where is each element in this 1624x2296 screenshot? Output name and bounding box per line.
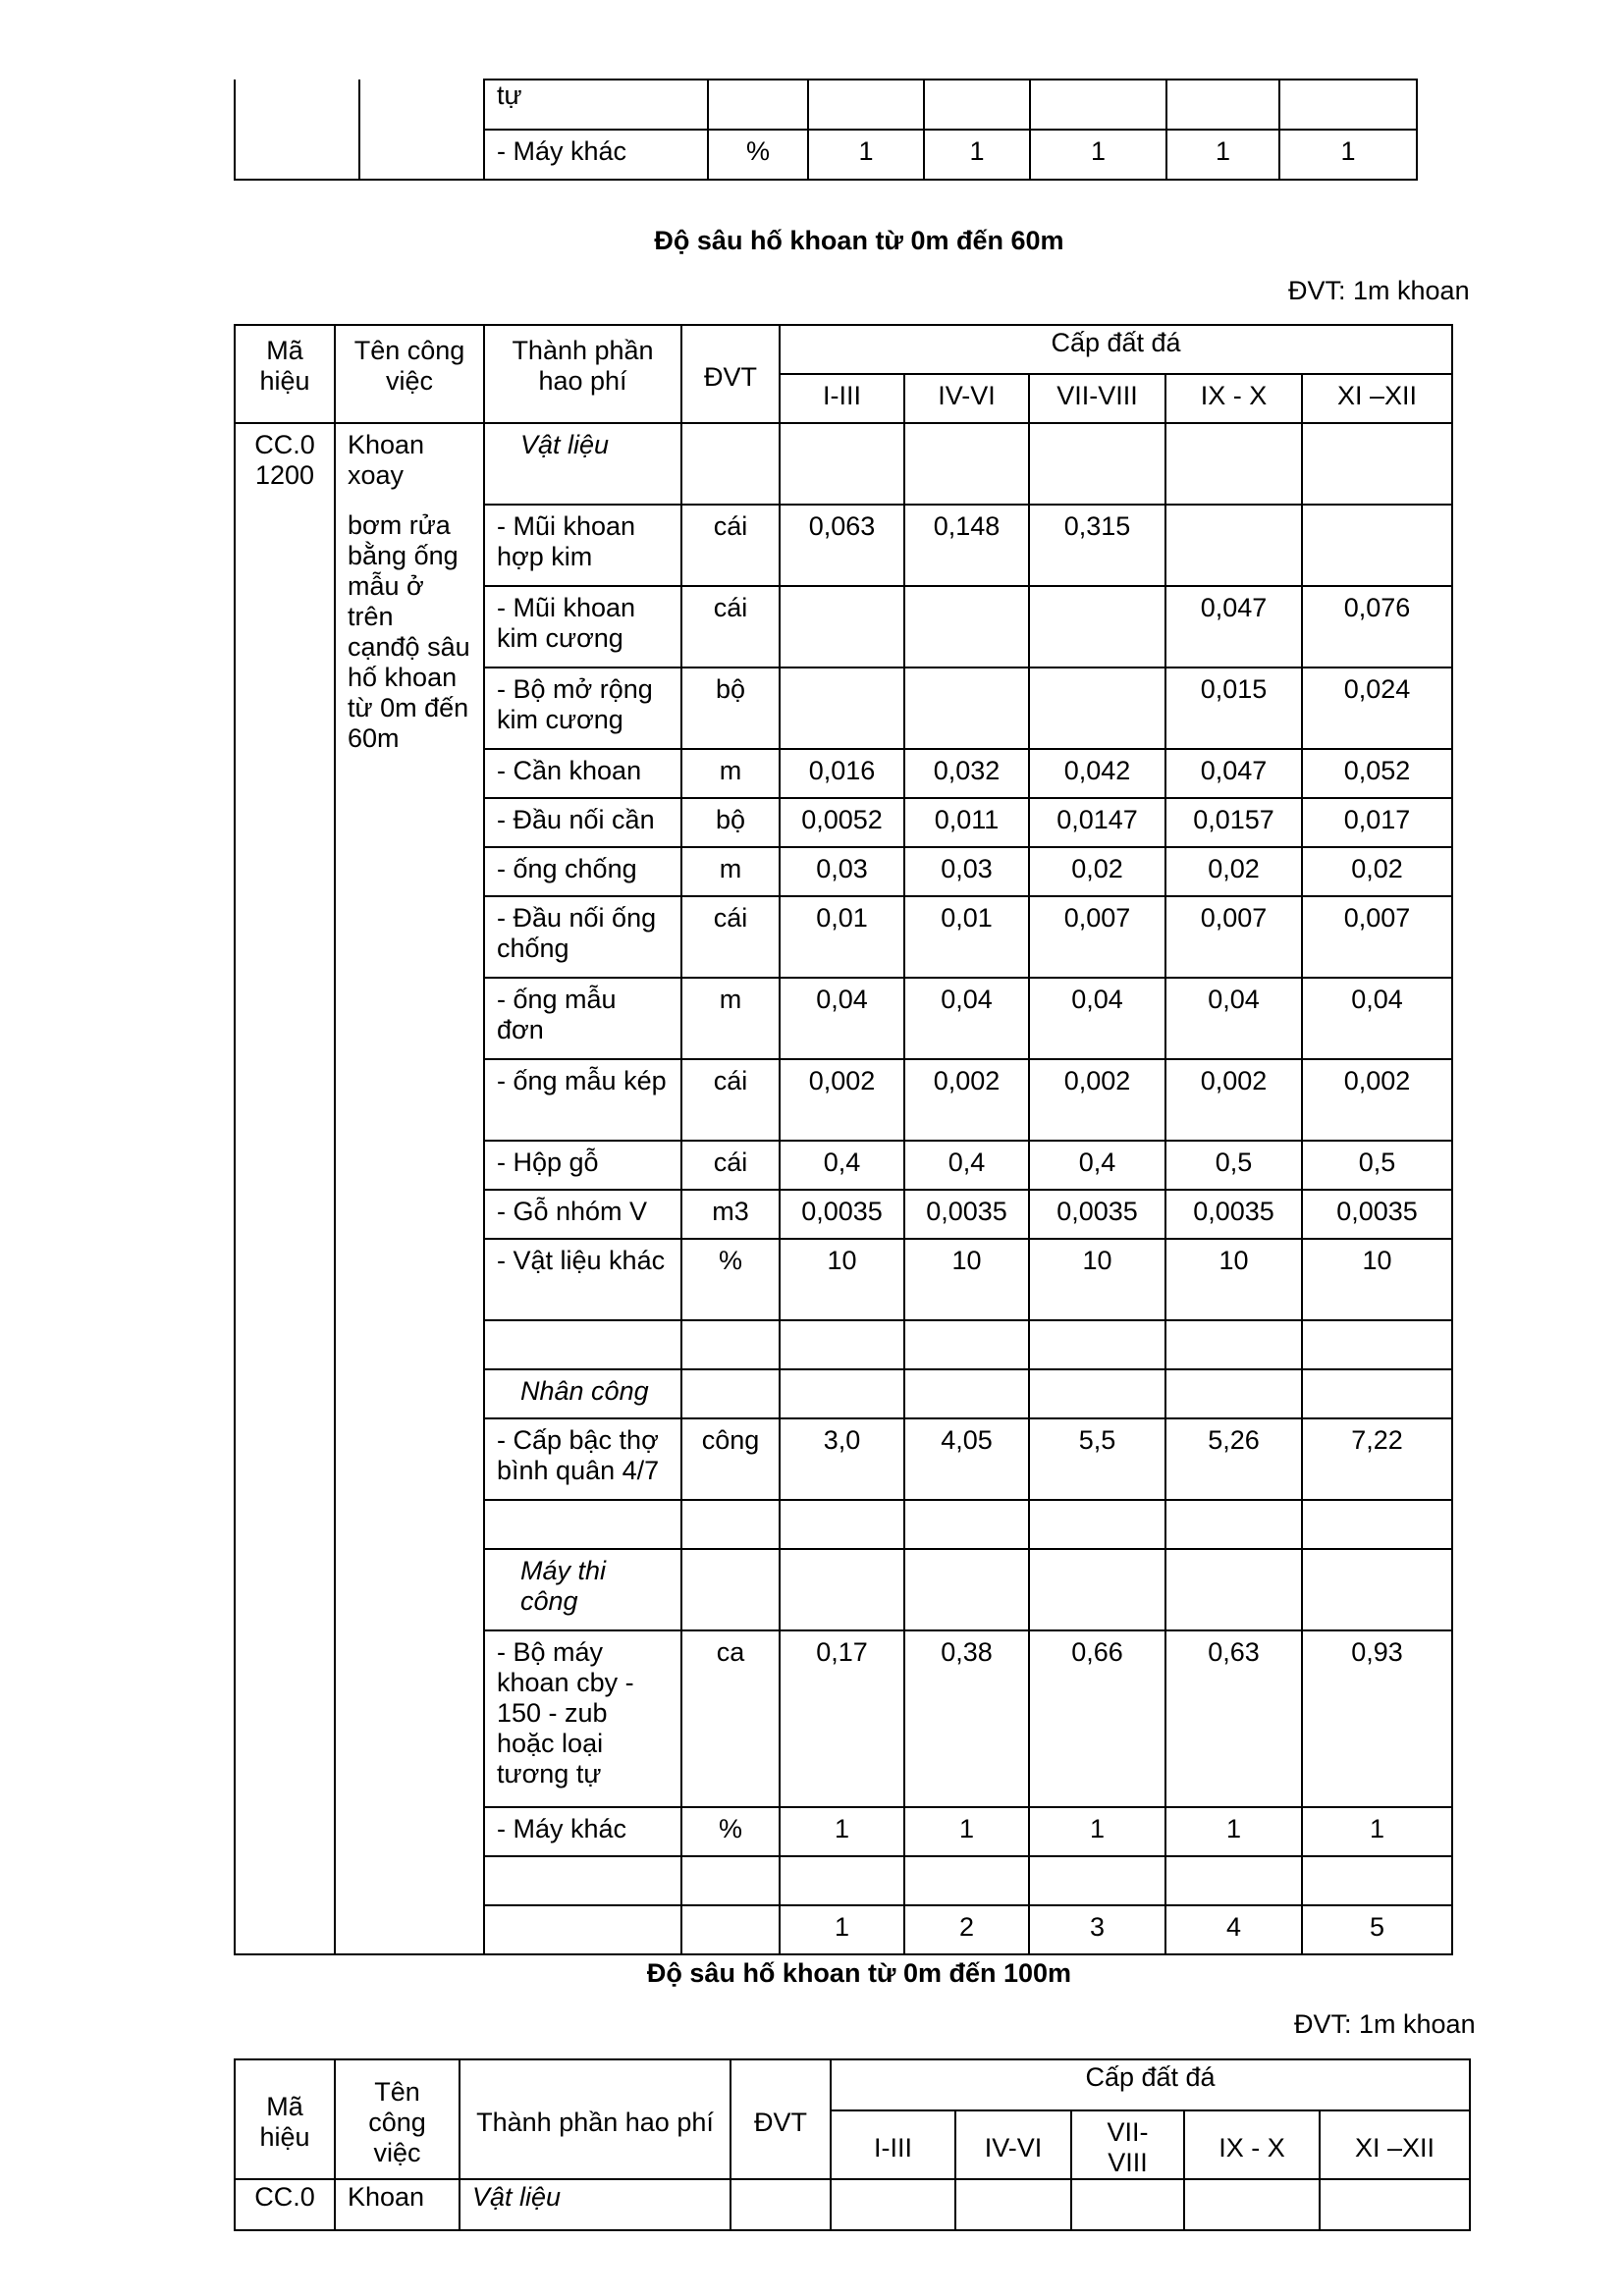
value-cell: 0,0035 (1302, 1190, 1452, 1239)
value-cell: 1 (808, 130, 924, 180)
unit-cell (708, 80, 808, 130)
value-cell: 0,0157 (1165, 798, 1302, 847)
value-cell: 10 (1029, 1239, 1165, 1320)
header-work: Tên công việc (335, 2059, 460, 2179)
value-cell (1165, 1320, 1302, 1369)
value-cell: 0,0035 (780, 1190, 904, 1239)
value-cell: 0,04 (780, 978, 904, 1059)
header-grade: IX - X (1184, 2110, 1320, 2179)
work-cell (359, 80, 484, 180)
value-cell (1029, 423, 1165, 505)
component-name: - Máy khác (484, 1807, 681, 1856)
value-cell: 0,4 (904, 1141, 1029, 1190)
component-name: - Mũi khoan kim cương (484, 586, 681, 667)
value-cell: 0,063 (780, 505, 904, 586)
unit-cell: cái (681, 896, 780, 978)
value-cell: 0,002 (904, 1059, 1029, 1141)
value-cell (1029, 1549, 1165, 1630)
value-cell: 0,02 (1302, 847, 1452, 896)
value-cell (1302, 423, 1452, 505)
unit-cell: % (681, 1239, 780, 1320)
value-cell: 1 (1030, 130, 1166, 180)
value-cell: 7,22 (1302, 1418, 1452, 1500)
value-cell: 0,01 (904, 896, 1029, 978)
value-cell: 0,011 (904, 798, 1029, 847)
code-cell (235, 80, 359, 180)
value-cell: 0,02 (1165, 847, 1302, 896)
value-cell (1030, 80, 1166, 130)
value-cell (1165, 1856, 1302, 1905)
component-name: - ống chống (484, 847, 681, 896)
value-cell (780, 1369, 904, 1418)
value-cell (1165, 1549, 1302, 1630)
unit-cell (731, 2179, 831, 2230)
component-name: - ống mẫu đơn (484, 978, 681, 1059)
value-cell (1029, 667, 1165, 749)
value-cell: 1 (924, 130, 1030, 180)
value-cell: 3 (1029, 1905, 1165, 1954)
value-cell: 10 (1165, 1239, 1302, 1320)
value-cell: 0,052 (1302, 749, 1452, 798)
code-cell: CC.0 1200 (235, 423, 335, 1954)
value-cell (1029, 1320, 1165, 1369)
header-grade: XI –XII (1320, 2110, 1470, 2179)
value-cell: 0,0035 (1165, 1190, 1302, 1239)
value-cell: 0,5 (1165, 1141, 1302, 1190)
norm-table-2 (234, 2058, 1471, 2231)
value-cell (780, 423, 904, 505)
value-cell: 0,148 (904, 505, 1029, 586)
value-cell: 1 (1279, 130, 1417, 180)
value-cell (1165, 423, 1302, 505)
value-cell (1071, 2179, 1184, 2230)
value-cell: 0,04 (904, 978, 1029, 1059)
value-cell (831, 2179, 955, 2230)
value-cell: 0,66 (1029, 1630, 1165, 1807)
component-name: - Máy khác (484, 130, 708, 180)
header-grade: I-III (780, 374, 904, 423)
value-cell (780, 1856, 904, 1905)
component-name: - Vật liệu khác (484, 1239, 681, 1320)
value-cell (1279, 80, 1417, 130)
value-cell: 0,007 (1029, 896, 1165, 978)
value-cell: 0,024 (1302, 667, 1452, 749)
value-cell: 3,0 (780, 1418, 904, 1500)
component-name: Vật liệu (460, 2179, 731, 2230)
value-cell (780, 1500, 904, 1549)
value-cell: 4 (1165, 1905, 1302, 1954)
value-cell: 0,02 (1029, 847, 1165, 896)
work-cell (335, 423, 484, 1954)
unit-cell: công (681, 1418, 780, 1500)
value-cell: 1 (1302, 1807, 1452, 1856)
component-name: - Bộ máy khoan cby - 150 - zub hoặc loại tương tự (484, 1630, 681, 1807)
value-cell: 0,047 (1165, 749, 1302, 798)
top-continuation-table (234, 79, 1418, 181)
component-name: Vật liệu (484, 423, 681, 505)
unit-cell (681, 1549, 780, 1630)
value-cell: 0,04 (1302, 978, 1452, 1059)
header-grade: IV-VI (955, 2110, 1071, 2179)
value-cell: 0,0147 (1029, 798, 1165, 847)
value-cell (1302, 1369, 1452, 1418)
header-grade-group: Cấp đất đá (831, 2059, 1470, 2110)
work-name: Khoan xoay (348, 430, 425, 490)
component-name: tự (484, 80, 708, 130)
unit-cell (681, 1320, 780, 1369)
unit-cell: bộ (681, 798, 780, 847)
value-cell: 1 (1166, 130, 1279, 180)
unit-cell: bộ (681, 667, 780, 749)
value-cell (1029, 1856, 1165, 1905)
value-cell (780, 667, 904, 749)
value-cell (1029, 586, 1165, 667)
component-name: - Mũi khoan hợp kim (484, 505, 681, 586)
value-cell: 0,017 (1302, 798, 1452, 847)
value-cell: 0,016 (780, 749, 904, 798)
value-cell: 10 (1302, 1239, 1452, 1320)
value-cell: 0,01 (780, 896, 904, 978)
value-cell (780, 586, 904, 667)
value-cell: 1 (780, 1905, 904, 1954)
header-grade: VII-VIII (1071, 2110, 1184, 2179)
value-cell: 0,047 (1165, 586, 1302, 667)
work-cell: Khoan (335, 2179, 460, 2230)
value-cell (1184, 2179, 1320, 2230)
value-cell: 0,04 (1165, 978, 1302, 1059)
value-cell: 5 (1302, 1905, 1452, 1954)
value-cell: 1 (780, 1807, 904, 1856)
work-description: bơm rửa bằng ống mẫu ở trên cạnđộ sâu hố khoan từ 0m đến 60m (348, 510, 470, 753)
unit-cell: cái (681, 505, 780, 586)
value-cell: 0,002 (780, 1059, 904, 1141)
section-title: Độ sâu hố khoan từ 0m đến 100m (646, 1958, 1072, 1988)
value-cell: 0,002 (1165, 1059, 1302, 1141)
value-cell (955, 2179, 1071, 2230)
value-cell (1029, 1500, 1165, 1549)
value-cell (780, 1549, 904, 1630)
unit-cell: cái (681, 1059, 780, 1141)
unit-cell: m (681, 749, 780, 798)
value-cell: 0,042 (1029, 749, 1165, 798)
unit-cell (681, 1905, 780, 1954)
value-cell: 0,002 (1302, 1059, 1452, 1141)
value-cell: 0,63 (1165, 1630, 1302, 1807)
value-cell (1165, 505, 1302, 586)
header-code: Mã hiệu (235, 2059, 335, 2179)
unit-note: ĐVT: 1m khoan (1288, 276, 1470, 305)
unit-note: ĐVT: 1m khoan (1294, 2009, 1476, 2039)
norm-table (234, 324, 1453, 1955)
header-grade: VII-VIII (1029, 374, 1165, 423)
value-cell: 0,04 (1029, 978, 1165, 1059)
unit-cell (681, 1856, 780, 1905)
header-unit: ĐVT (731, 2059, 831, 2179)
unit-cell: m (681, 847, 780, 896)
code-cell: CC.0 (235, 2179, 335, 2230)
value-cell (904, 1320, 1029, 1369)
value-cell: 0,007 (1302, 896, 1452, 978)
value-cell: 2 (904, 1905, 1029, 1954)
component-name: Nhân công (484, 1369, 681, 1418)
component-name: - Đầu nối cần (484, 798, 681, 847)
value-cell (1302, 1320, 1452, 1369)
value-cell: 0,5 (1302, 1141, 1452, 1190)
value-cell: 4,05 (904, 1418, 1029, 1500)
value-cell (1302, 505, 1452, 586)
value-cell: 0,007 (1165, 896, 1302, 978)
value-cell (1166, 80, 1279, 130)
value-cell (904, 586, 1029, 667)
value-cell (1302, 1500, 1452, 1549)
value-cell: 0,0035 (904, 1190, 1029, 1239)
value-cell (904, 1500, 1029, 1549)
unit-cell: m3 (681, 1190, 780, 1239)
value-cell: 0,015 (1165, 667, 1302, 749)
component-name: - Hộp gỗ (484, 1141, 681, 1190)
value-cell: 10 (904, 1239, 1029, 1320)
unit-cell: % (681, 1807, 780, 1856)
value-cell (1302, 1856, 1452, 1905)
header-grade: IX - X (1165, 374, 1302, 423)
component-name: - ống mẫu kép (484, 1059, 681, 1141)
value-cell: 0,315 (1029, 505, 1165, 586)
value-cell (1165, 1369, 1302, 1418)
header-unit: ĐVT (681, 325, 780, 423)
header-code: Mã hiệu (235, 325, 335, 423)
value-cell: 0,4 (1029, 1141, 1165, 1190)
unit-cell: cái (681, 586, 780, 667)
header-grade-group: Cấp đất đá (780, 325, 1452, 374)
value-cell: 0,03 (780, 847, 904, 896)
value-cell (904, 423, 1029, 505)
component-name: - Đầu nối ống chống (484, 896, 681, 978)
header-grade: XI –XII (1302, 374, 1452, 423)
value-cell (808, 80, 924, 130)
component-name: - Cấp bậc thợ bình quân 4/7 (484, 1418, 681, 1500)
value-cell (1165, 1500, 1302, 1549)
unit-cell: cái (681, 1141, 780, 1190)
value-cell (904, 667, 1029, 749)
component-name: Máy thi công (484, 1549, 681, 1630)
value-cell: 10 (780, 1239, 904, 1320)
value-cell: 1 (1165, 1807, 1302, 1856)
value-cell: 0,17 (780, 1630, 904, 1807)
unit-cell: m (681, 978, 780, 1059)
value-cell: 1 (1029, 1807, 1165, 1856)
value-cell: 0,03 (904, 847, 1029, 896)
unit-cell (681, 423, 780, 505)
value-cell: 0,032 (904, 749, 1029, 798)
value-cell (780, 1320, 904, 1369)
value-cell: 0,93 (1302, 1630, 1452, 1807)
header-component: Thành phần hao phí (460, 2059, 731, 2179)
component-name (484, 1500, 681, 1549)
value-cell (904, 1549, 1029, 1630)
value-cell (904, 1369, 1029, 1418)
value-cell: 5,5 (1029, 1418, 1165, 1500)
header-grade: IV-VI (904, 374, 1029, 423)
value-cell: 0,0035 (1029, 1190, 1165, 1239)
value-cell (904, 1856, 1029, 1905)
header-work: Tên công việc (335, 325, 484, 423)
component-name: - Cần khoan (484, 749, 681, 798)
value-cell (1320, 2179, 1470, 2230)
component-name: - Bộ mở rộng kim cương (484, 667, 681, 749)
unit-cell: % (708, 130, 808, 180)
header-grade: I-III (831, 2110, 955, 2179)
component-name (484, 1905, 681, 1954)
value-cell: 0,002 (1029, 1059, 1165, 1141)
section-title: Độ sâu hố khoan từ 0m đến 60m (654, 226, 1064, 255)
value-cell: 0,38 (904, 1630, 1029, 1807)
value-cell: 0,0052 (780, 798, 904, 847)
value-cell (924, 80, 1030, 130)
unit-cell (681, 1500, 780, 1549)
value-cell: 5,26 (1165, 1418, 1302, 1500)
value-cell: 1 (904, 1807, 1029, 1856)
unit-cell: ca (681, 1630, 780, 1807)
component-name (484, 1856, 681, 1905)
value-cell: 0,4 (780, 1141, 904, 1190)
header-component: Thành phần hao phí (484, 325, 681, 423)
unit-cell (681, 1369, 780, 1418)
value-cell (1302, 1549, 1452, 1630)
component-name (484, 1320, 681, 1369)
value-cell (1029, 1369, 1165, 1418)
value-cell: 0,076 (1302, 586, 1452, 667)
component-name: - Gỗ nhóm V (484, 1190, 681, 1239)
